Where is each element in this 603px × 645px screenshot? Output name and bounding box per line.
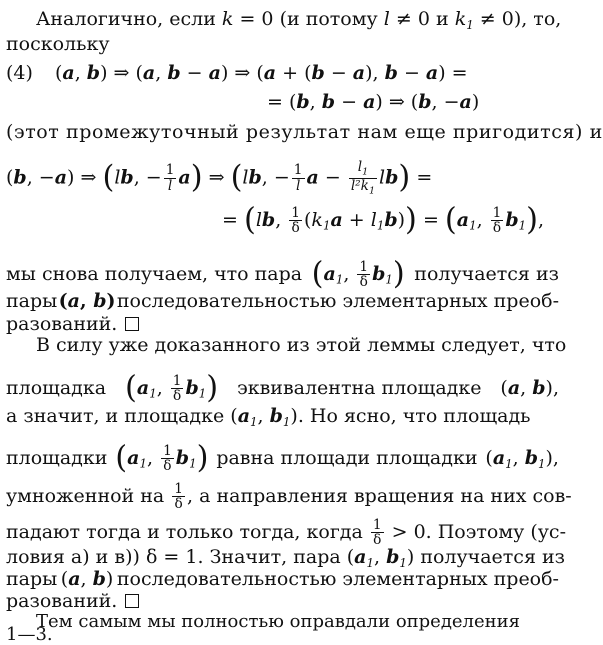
text-line [6, 315, 139, 334]
text-span: . Но ясно, что площадь [297, 405, 531, 427]
text-span: получается из [420, 546, 566, 568]
text-line [6, 624, 53, 645]
text-line [6, 123, 603, 142]
equation-line: = (lb, $\frac{1}{\delta}$ $(k_1a + l_1b)) = (a_1$, $\frac{1}{\delta}$ $b_1$), [222, 202, 545, 238]
text-span: Тем самым мы полностью оправдали определения [36, 611, 520, 632]
text-line [36, 613, 559, 631]
text-span: и [435, 8, 449, 30]
text-span: . Значит, пара [197, 546, 341, 568]
text-line [6, 35, 110, 54]
text-span: пары [6, 568, 58, 590]
text-line [6, 592, 139, 611]
text-span: эквивалентна площадке [237, 376, 482, 399]
text-span: поскольку [6, 33, 110, 55]
text-span: падают тогда и только тогда, когда [6, 520, 363, 543]
text-span: площадка [6, 376, 107, 399]
text-span: , а направления вращения на них сов- [187, 484, 572, 507]
text-line: Аналогично, если k = 0 (и потому l ≠ 0 и $k_1 \ne 0$), то, [36, 8, 562, 32]
text-span: ловия а) и в)) [6, 546, 140, 568]
qed-square-icon [125, 317, 139, 331]
text-span: мы снова получаем, что пара [6, 262, 303, 285]
equation-line: (b, −a) ⇒ (lb, − $\frac{1}{l}$ a) ⇒ (lb, − $\frac{1}{l}$ a − $\frac{l_1}{l^2k_1}$ lb) = [6, 159, 433, 197]
text-span: В силу уже доказанного из этой леммы следует, что [36, 334, 567, 356]
text-line: падают тогда и только тогда, когда $\frac{1}{\delta}$ > 0. Поэтому (ус- [6, 517, 566, 549]
text-line: мы снова получаем, что пара ($a_1$, $\frac{1}{\delta}$ $b_1$) получается из [6, 256, 559, 292]
text-line: пары (a, b) последовательностью элементарных преоб- [6, 290, 559, 312]
text-span: 1—3. [6, 624, 53, 645]
text-span: (и потому [279, 8, 378, 30]
text-line: ловия а) и в)) δ = 1. Значит, пара ($a_1$, $b_1$) получается из [6, 546, 566, 570]
text-span: разований. [6, 590, 118, 612]
text-line: умноженной на $\frac{1}{\delta}$ , а направления вращения на них сов- [6, 481, 572, 513]
text-span: а значит, и площадке [6, 405, 225, 427]
text-line: площадка ($a_1$, $\frac{1}{\delta}$ $b_1$) эквивалентна площадке (a, b), [6, 370, 559, 406]
text-line: а значит, и площадке ($a_1$, $b_1$). Но ясно, что площадь [6, 405, 531, 429]
equation-line: = (b, b − a) ⇒ (b, −a) [267, 91, 480, 113]
qed-square-icon [125, 594, 139, 608]
text-span: равна площади площадки [216, 446, 478, 469]
text-span: > 0. Поэтому (ус- [391, 520, 566, 543]
text-line [36, 336, 566, 355]
text-span: ), то, [513, 8, 562, 30]
text-span: пары [6, 290, 58, 312]
text-span: разований. [6, 313, 118, 335]
text-line: площадки ($a_1$, $\frac{1}{\delta}$ $b_1$) равна площади площадки ($a_1$, $b_1$), [6, 440, 559, 476]
text-span: Аналогично, если [36, 8, 216, 30]
text-span: последовательностью элементарных преоб- [116, 568, 559, 590]
text-span: умноженной на [6, 484, 165, 507]
text-span: площадки [6, 446, 108, 469]
text-line: пары (a, b) последовательностью элементарных преоб- [6, 568, 559, 590]
equation-line: (4) (a, b) ⇒ (a, b − a) ⇒ (a + (b − a), b − a) = [6, 62, 468, 84]
equation-number: (4) [6, 62, 33, 84]
text-span: получается из [414, 262, 559, 285]
text-span: (этот промежуточный результат нам еще пригодится) и [6, 121, 603, 143]
text-span: последовательностью элементарных преоб- [116, 290, 559, 312]
